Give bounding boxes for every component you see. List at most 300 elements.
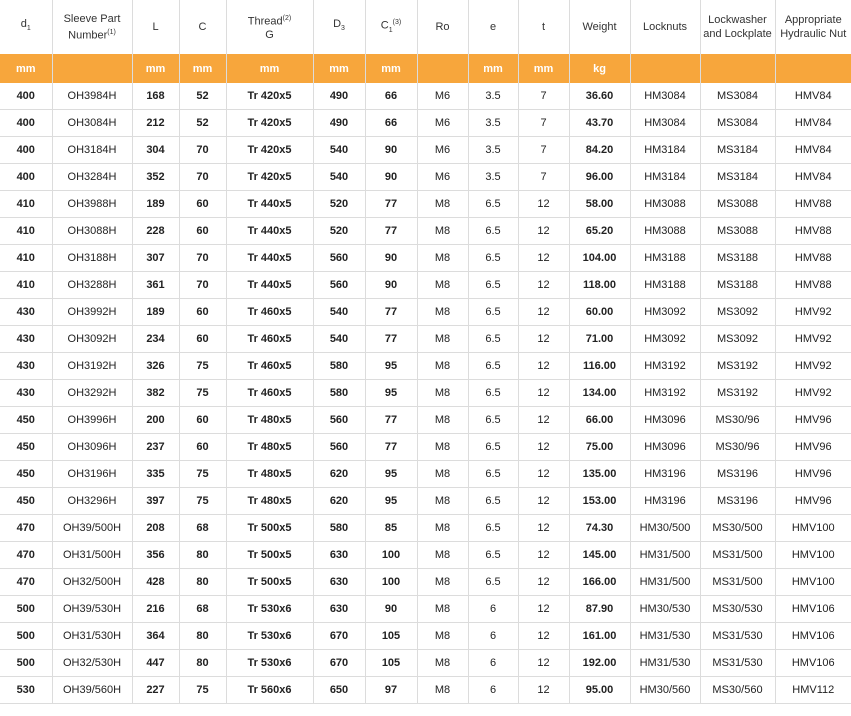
cell-ro: M6 xyxy=(417,110,468,137)
cell-locknut: HM3184 xyxy=(630,164,700,191)
cell-sleeve-part-number: OH32/500H xyxy=(52,569,132,596)
cell-sleeve-part-number: OH39/560H xyxy=(52,677,132,704)
cell-weight: 118.00 xyxy=(569,272,630,299)
cell-d1: 450 xyxy=(0,488,52,515)
cell-thread: Tr 460x5 xyxy=(226,380,313,407)
cell-locknut: HM3192 xyxy=(630,353,700,380)
cell-d1: 500 xyxy=(0,623,52,650)
cell-e: 6.5 xyxy=(468,461,518,488)
cell-lockwasher: MS31/500 xyxy=(700,542,775,569)
cell-weight: 166.00 xyxy=(569,569,630,596)
table-row xyxy=(0,272,851,299)
table-row xyxy=(0,542,851,569)
unit-cell: mm xyxy=(132,54,179,83)
cell-hydraulic-nut: HMV96 xyxy=(775,461,851,488)
cell-d3: 560 xyxy=(313,272,365,299)
cell-sleeve-part-number: OH3084H xyxy=(52,110,132,137)
cell-c1: 66 xyxy=(365,83,417,110)
cell-ro: M8 xyxy=(417,272,468,299)
cell-d3: 630 xyxy=(313,569,365,596)
cell-e: 6.5 xyxy=(468,299,518,326)
cell-d3: 620 xyxy=(313,488,365,515)
cell-l: 382 xyxy=(132,380,179,407)
table-row xyxy=(0,164,851,191)
cell-weight: 95.00 xyxy=(569,677,630,704)
cell-thread: Tr 460x5 xyxy=(226,299,313,326)
cell-sleeve-part-number: OH39/530H xyxy=(52,596,132,623)
cell-c: 70 xyxy=(179,164,226,191)
cell-thread: Tr 440x5 xyxy=(226,245,313,272)
cell-t: 12 xyxy=(518,299,569,326)
cell-e: 6.5 xyxy=(468,434,518,461)
cell-c: 60 xyxy=(179,218,226,245)
cell-hydraulic-nut: HMV88 xyxy=(775,272,851,299)
table-row xyxy=(0,245,851,272)
cell-l: 364 xyxy=(132,623,179,650)
cell-t: 12 xyxy=(518,353,569,380)
unit-cell xyxy=(417,54,468,83)
cell-l: 361 xyxy=(132,272,179,299)
table-row xyxy=(0,434,851,461)
cell-sleeve-part-number: OH3192H xyxy=(52,353,132,380)
table-row xyxy=(0,407,851,434)
cell-c: 70 xyxy=(179,137,226,164)
cell-d1: 410 xyxy=(0,218,52,245)
cell-d3: 540 xyxy=(313,137,365,164)
cell-l: 212 xyxy=(132,110,179,137)
cell-t: 12 xyxy=(518,569,569,596)
cell-c: 68 xyxy=(179,515,226,542)
unit-cell xyxy=(630,54,700,83)
cell-hydraulic-nut: HMV88 xyxy=(775,245,851,272)
cell-locknut: HM3184 xyxy=(630,137,700,164)
cell-locknut: HM3188 xyxy=(630,272,700,299)
cell-lockwasher: MS3188 xyxy=(700,272,775,299)
cell-e: 6.5 xyxy=(468,272,518,299)
cell-d3: 490 xyxy=(313,110,365,137)
cell-thread: Tr 500x5 xyxy=(226,569,313,596)
cell-t: 12 xyxy=(518,245,569,272)
cell-t: 12 xyxy=(518,515,569,542)
cell-c1: 77 xyxy=(365,407,417,434)
cell-d3: 490 xyxy=(313,83,365,110)
header-hydraulic-nut: Appropriate Hydraulic Nut xyxy=(780,14,847,40)
cell-e: 6 xyxy=(468,650,518,677)
cell-d3: 540 xyxy=(313,164,365,191)
cell-ro: M6 xyxy=(417,137,468,164)
cell-sleeve-part-number: OH39/500H xyxy=(52,515,132,542)
cell-c: 70 xyxy=(179,245,226,272)
cell-e: 6.5 xyxy=(468,488,518,515)
cell-lockwasher: MS3184 xyxy=(700,164,775,191)
cell-weight: 161.00 xyxy=(569,623,630,650)
header-d3: $D_3$ xyxy=(313,0,365,54)
cell-lockwasher: MS30/560 xyxy=(700,677,775,704)
cell-weight: 96.00 xyxy=(569,164,630,191)
cell-l: 208 xyxy=(132,515,179,542)
cell-sleeve-part-number: OH3188H xyxy=(52,245,132,272)
cell-t: 12 xyxy=(518,407,569,434)
cell-c: 52 xyxy=(179,110,226,137)
cell-sleeve-part-number: OH3288H xyxy=(52,272,132,299)
cell-e: 6 xyxy=(468,677,518,704)
cell-weight: 66.00 xyxy=(569,407,630,434)
cell-ro: M8 xyxy=(417,299,468,326)
cell-thread: Tr 440x5 xyxy=(226,272,313,299)
cell-t: 12 xyxy=(518,326,569,353)
cell-c1: 77 xyxy=(365,218,417,245)
cell-hydraulic-nut: HMV100 xyxy=(775,569,851,596)
cell-d3: 620 xyxy=(313,461,365,488)
cell-d1: 430 xyxy=(0,353,52,380)
cell-d1: 470 xyxy=(0,542,52,569)
cell-c1: 90 xyxy=(365,596,417,623)
cell-thread: Tr 480x5 xyxy=(226,461,313,488)
cell-e: 3.5 xyxy=(468,164,518,191)
cell-lockwasher: MS30/530 xyxy=(700,596,775,623)
cell-weight: 36.60 xyxy=(569,83,630,110)
unit-cell xyxy=(700,54,775,83)
cell-c: 75 xyxy=(179,353,226,380)
cell-t: 12 xyxy=(518,272,569,299)
cell-sleeve-part-number: OH31/530H xyxy=(52,623,132,650)
cell-d1: 500 xyxy=(0,596,52,623)
cell-c1: 90 xyxy=(365,164,417,191)
cell-t: 12 xyxy=(518,488,569,515)
table-row xyxy=(0,650,851,677)
cell-d1: 430 xyxy=(0,299,52,326)
cell-sleeve-part-number: OH3184H xyxy=(52,137,132,164)
header-e: e xyxy=(468,0,518,54)
cell-l: 352 xyxy=(132,164,179,191)
cell-lockwasher: MS31/530 xyxy=(700,623,775,650)
header-c1: $C_1^{(3)}$ xyxy=(365,0,417,54)
table-row xyxy=(0,83,851,110)
cell-e: 6.5 xyxy=(468,542,518,569)
cell-ro: M8 xyxy=(417,542,468,569)
cell-ro: M8 xyxy=(417,326,468,353)
cell-l: 356 xyxy=(132,542,179,569)
cell-c: 80 xyxy=(179,542,226,569)
cell-hydraulic-nut: HMV84 xyxy=(775,110,851,137)
cell-c1: 95 xyxy=(365,488,417,515)
cell-weight: 65.20 xyxy=(569,218,630,245)
cell-d3: 560 xyxy=(313,434,365,461)
cell-locknut: HM30/560 xyxy=(630,677,700,704)
cell-hydraulic-nut: HMV88 xyxy=(775,218,851,245)
cell-t: 7 xyxy=(518,83,569,110)
cell-locknut: HM30/500 xyxy=(630,515,700,542)
cell-thread: Tr 500x5 xyxy=(226,515,313,542)
cell-d3: 580 xyxy=(313,380,365,407)
cell-thread: Tr 420x5 xyxy=(226,164,313,191)
cell-thread: Tr 480x5 xyxy=(226,434,313,461)
cell-l: 237 xyxy=(132,434,179,461)
cell-l: 326 xyxy=(132,353,179,380)
cell-ro: M8 xyxy=(417,353,468,380)
cell-ro: M6 xyxy=(417,164,468,191)
cell-c: 75 xyxy=(179,461,226,488)
cell-hydraulic-nut: HMV92 xyxy=(775,353,851,380)
cell-weight: 135.00 xyxy=(569,461,630,488)
cell-t: 7 xyxy=(518,164,569,191)
cell-hydraulic-nut: HMV84 xyxy=(775,164,851,191)
unit-cell: mm xyxy=(313,54,365,83)
cell-c: 60 xyxy=(179,326,226,353)
cell-c: 80 xyxy=(179,569,226,596)
cell-ro: M8 xyxy=(417,650,468,677)
header-t: t xyxy=(518,0,569,54)
table-row xyxy=(0,353,851,380)
cell-hydraulic-nut: HMV84 xyxy=(775,137,851,164)
cell-c: 68 xyxy=(179,596,226,623)
cell-c1: 85 xyxy=(365,515,417,542)
cell-c: 60 xyxy=(179,299,226,326)
cell-l: 189 xyxy=(132,299,179,326)
cell-lockwasher: MS3084 xyxy=(700,83,775,110)
header-sleeve-part-number: Sleeve Part Number$^{(1)}$ xyxy=(52,0,132,54)
cell-hydraulic-nut: HMV84 xyxy=(775,83,851,110)
cell-sleeve-part-number: OH32/530H xyxy=(52,650,132,677)
cell-c1: 77 xyxy=(365,299,417,326)
cell-c1: 77 xyxy=(365,434,417,461)
cell-locknut: HM3088 xyxy=(630,218,700,245)
cell-c1: 66 xyxy=(365,110,417,137)
cell-c: 60 xyxy=(179,407,226,434)
cell-thread: Tr 420x5 xyxy=(226,137,313,164)
table-row xyxy=(0,569,851,596)
cell-t: 12 xyxy=(518,677,569,704)
cell-weight: 60.00 xyxy=(569,299,630,326)
cell-sleeve-part-number: OH3988H xyxy=(52,191,132,218)
cell-sleeve-part-number: OH3096H xyxy=(52,434,132,461)
cell-t: 12 xyxy=(518,380,569,407)
cell-thread: Tr 560x6 xyxy=(226,677,313,704)
cell-c1: 90 xyxy=(365,245,417,272)
cell-d1: 410 xyxy=(0,245,52,272)
table-row xyxy=(0,461,851,488)
cell-thread: Tr 420x5 xyxy=(226,83,313,110)
cell-ro: M8 xyxy=(417,380,468,407)
cell-l: 189 xyxy=(132,191,179,218)
cell-weight: 116.00 xyxy=(569,353,630,380)
cell-thread: Tr 460x5 xyxy=(226,326,313,353)
cell-d1: 430 xyxy=(0,380,52,407)
cell-ro: M8 xyxy=(417,677,468,704)
cell-e: 6.5 xyxy=(468,569,518,596)
table-row xyxy=(0,677,851,704)
cell-t: 12 xyxy=(518,434,569,461)
cell-lockwasher: MS3192 xyxy=(700,353,775,380)
cell-locknut: HM3196 xyxy=(630,488,700,515)
cell-sleeve-part-number: OH3284H xyxy=(52,164,132,191)
cell-weight: 74.30 xyxy=(569,515,630,542)
cell-thread: Tr 480x5 xyxy=(226,407,313,434)
cell-ro: M8 xyxy=(417,434,468,461)
cell-c: 70 xyxy=(179,272,226,299)
unit-cell xyxy=(775,54,851,83)
cell-e: 6.5 xyxy=(468,218,518,245)
header-c: C xyxy=(179,0,226,54)
cell-sleeve-part-number: OH3296H xyxy=(52,488,132,515)
cell-sleeve-part-number: OH31/500H xyxy=(52,542,132,569)
cell-d1: 400 xyxy=(0,110,52,137)
cell-l: 168 xyxy=(132,83,179,110)
cell-c: 60 xyxy=(179,434,226,461)
units-row xyxy=(0,54,851,83)
cell-t: 12 xyxy=(518,461,569,488)
cell-thread: Tr 420x5 xyxy=(226,110,313,137)
cell-ro: M8 xyxy=(417,407,468,434)
cell-lockwasher: MS30/500 xyxy=(700,515,775,542)
cell-ro: M8 xyxy=(417,623,468,650)
cell-ro: M8 xyxy=(417,515,468,542)
cell-thread: Tr 500x5 xyxy=(226,542,313,569)
cell-weight: 43.70 xyxy=(569,110,630,137)
cell-weight: 87.90 xyxy=(569,596,630,623)
unit-cell: mm xyxy=(179,54,226,83)
cell-sleeve-part-number: OH3088H xyxy=(52,218,132,245)
cell-ro: M8 xyxy=(417,218,468,245)
header-lockwasher: Lockwasher and Lockplate xyxy=(700,0,775,54)
header-ro: Ro xyxy=(417,0,468,54)
cell-c: 60 xyxy=(179,191,226,218)
cell-d3: 520 xyxy=(313,191,365,218)
cell-thread: Tr 440x5 xyxy=(226,218,313,245)
table-row xyxy=(0,137,851,164)
unit-cell: mm xyxy=(518,54,569,83)
cell-lockwasher: MS3088 xyxy=(700,191,775,218)
cell-weight: 71.00 xyxy=(569,326,630,353)
cell-c1: 95 xyxy=(365,380,417,407)
cell-c: 80 xyxy=(179,623,226,650)
cell-locknut: HM3096 xyxy=(630,434,700,461)
cell-d1: 400 xyxy=(0,164,52,191)
cell-d1: 530 xyxy=(0,677,52,704)
cell-locknut: HM3092 xyxy=(630,299,700,326)
cell-locknut: HM3188 xyxy=(630,245,700,272)
cell-e: 6 xyxy=(468,596,518,623)
cell-l: 447 xyxy=(132,650,179,677)
cell-hydraulic-nut: HMV88 xyxy=(775,191,851,218)
table-row xyxy=(0,488,851,515)
cell-d3: 630 xyxy=(313,542,365,569)
cell-e: 6.5 xyxy=(468,245,518,272)
cell-lockwasher: MS3084 xyxy=(700,110,775,137)
cell-lockwasher: MS3196 xyxy=(700,461,775,488)
cell-c: 80 xyxy=(179,650,226,677)
cell-t: 12 xyxy=(518,623,569,650)
table-row xyxy=(0,299,851,326)
cell-e: 6 xyxy=(468,623,518,650)
cell-d1: 450 xyxy=(0,461,52,488)
cell-d3: 630 xyxy=(313,596,365,623)
cell-t: 12 xyxy=(518,191,569,218)
cell-locknut: HM31/500 xyxy=(630,569,700,596)
cell-d3: 670 xyxy=(313,623,365,650)
cell-c: 52 xyxy=(179,83,226,110)
cell-c: 75 xyxy=(179,677,226,704)
cell-c1: 100 xyxy=(365,542,417,569)
table-row xyxy=(0,515,851,542)
cell-lockwasher: MS3092 xyxy=(700,299,775,326)
cell-hydraulic-nut: HMV100 xyxy=(775,542,851,569)
cell-lockwasher: MS3192 xyxy=(700,380,775,407)
cell-c: 75 xyxy=(179,380,226,407)
cell-hydraulic-nut: HMV92 xyxy=(775,299,851,326)
cell-c1: 77 xyxy=(365,326,417,353)
cell-weight: 84.20 xyxy=(569,137,630,164)
cell-d1: 500 xyxy=(0,650,52,677)
cell-c1: 105 xyxy=(365,623,417,650)
cell-hydraulic-nut: HMV112 xyxy=(775,677,851,704)
cell-t: 7 xyxy=(518,110,569,137)
cell-lockwasher: MS31/530 xyxy=(700,650,775,677)
cell-d1: 450 xyxy=(0,407,52,434)
cell-locknut: HM3192 xyxy=(630,380,700,407)
cell-locknut: HM3096 xyxy=(630,407,700,434)
cell-e: 6.5 xyxy=(468,515,518,542)
cell-d3: 650 xyxy=(313,677,365,704)
cell-e: 3.5 xyxy=(468,137,518,164)
cell-hydraulic-nut: HMV96 xyxy=(775,434,851,461)
cell-sleeve-part-number: OH3092H xyxy=(52,326,132,353)
cell-ro: M6 xyxy=(417,83,468,110)
unit-cell: mm xyxy=(365,54,417,83)
table-row xyxy=(0,623,851,650)
cell-hydraulic-nut: HMV96 xyxy=(775,488,851,515)
header-row xyxy=(0,0,851,54)
cell-thread: Tr 530x6 xyxy=(226,650,313,677)
cell-c1: 95 xyxy=(365,353,417,380)
cell-weight: 75.00 xyxy=(569,434,630,461)
cell-lockwasher: MS30/96 xyxy=(700,407,775,434)
cell-thread: Tr 530x6 xyxy=(226,623,313,650)
cell-l: 428 xyxy=(132,569,179,596)
cell-c1: 90 xyxy=(365,137,417,164)
cell-d1: 470 xyxy=(0,515,52,542)
header-weight: Weight xyxy=(569,0,630,54)
cell-locknut: HM31/530 xyxy=(630,650,700,677)
cell-thread: Tr 480x5 xyxy=(226,488,313,515)
cell-thread: Tr 530x6 xyxy=(226,596,313,623)
cell-e: 6.5 xyxy=(468,353,518,380)
cell-c1: 77 xyxy=(365,191,417,218)
cell-lockwasher: MS3184 xyxy=(700,137,775,164)
cell-sleeve-part-number: OH3292H xyxy=(52,380,132,407)
unit-cell xyxy=(52,54,132,83)
cell-t: 12 xyxy=(518,650,569,677)
unit-cell: kg xyxy=(569,54,630,83)
cell-locknut: HM31/530 xyxy=(630,623,700,650)
table-row xyxy=(0,380,851,407)
cell-ro: M8 xyxy=(417,569,468,596)
cell-lockwasher: MS31/500 xyxy=(700,569,775,596)
header-locknuts: Locknuts xyxy=(630,0,700,54)
cell-l: 234 xyxy=(132,326,179,353)
cell-weight: 104.00 xyxy=(569,245,630,272)
cell-c1: 105 xyxy=(365,650,417,677)
cell-d1: 410 xyxy=(0,191,52,218)
cell-e: 6.5 xyxy=(468,380,518,407)
cell-d3: 540 xyxy=(313,326,365,353)
header-thread: Thread$^{(2)}$ G xyxy=(226,0,313,54)
header-l: L xyxy=(132,0,179,54)
cell-e: 6.5 xyxy=(468,191,518,218)
cell-e: 6.5 xyxy=(468,326,518,353)
table-row xyxy=(0,326,851,353)
cell-locknut: HM3088 xyxy=(630,191,700,218)
